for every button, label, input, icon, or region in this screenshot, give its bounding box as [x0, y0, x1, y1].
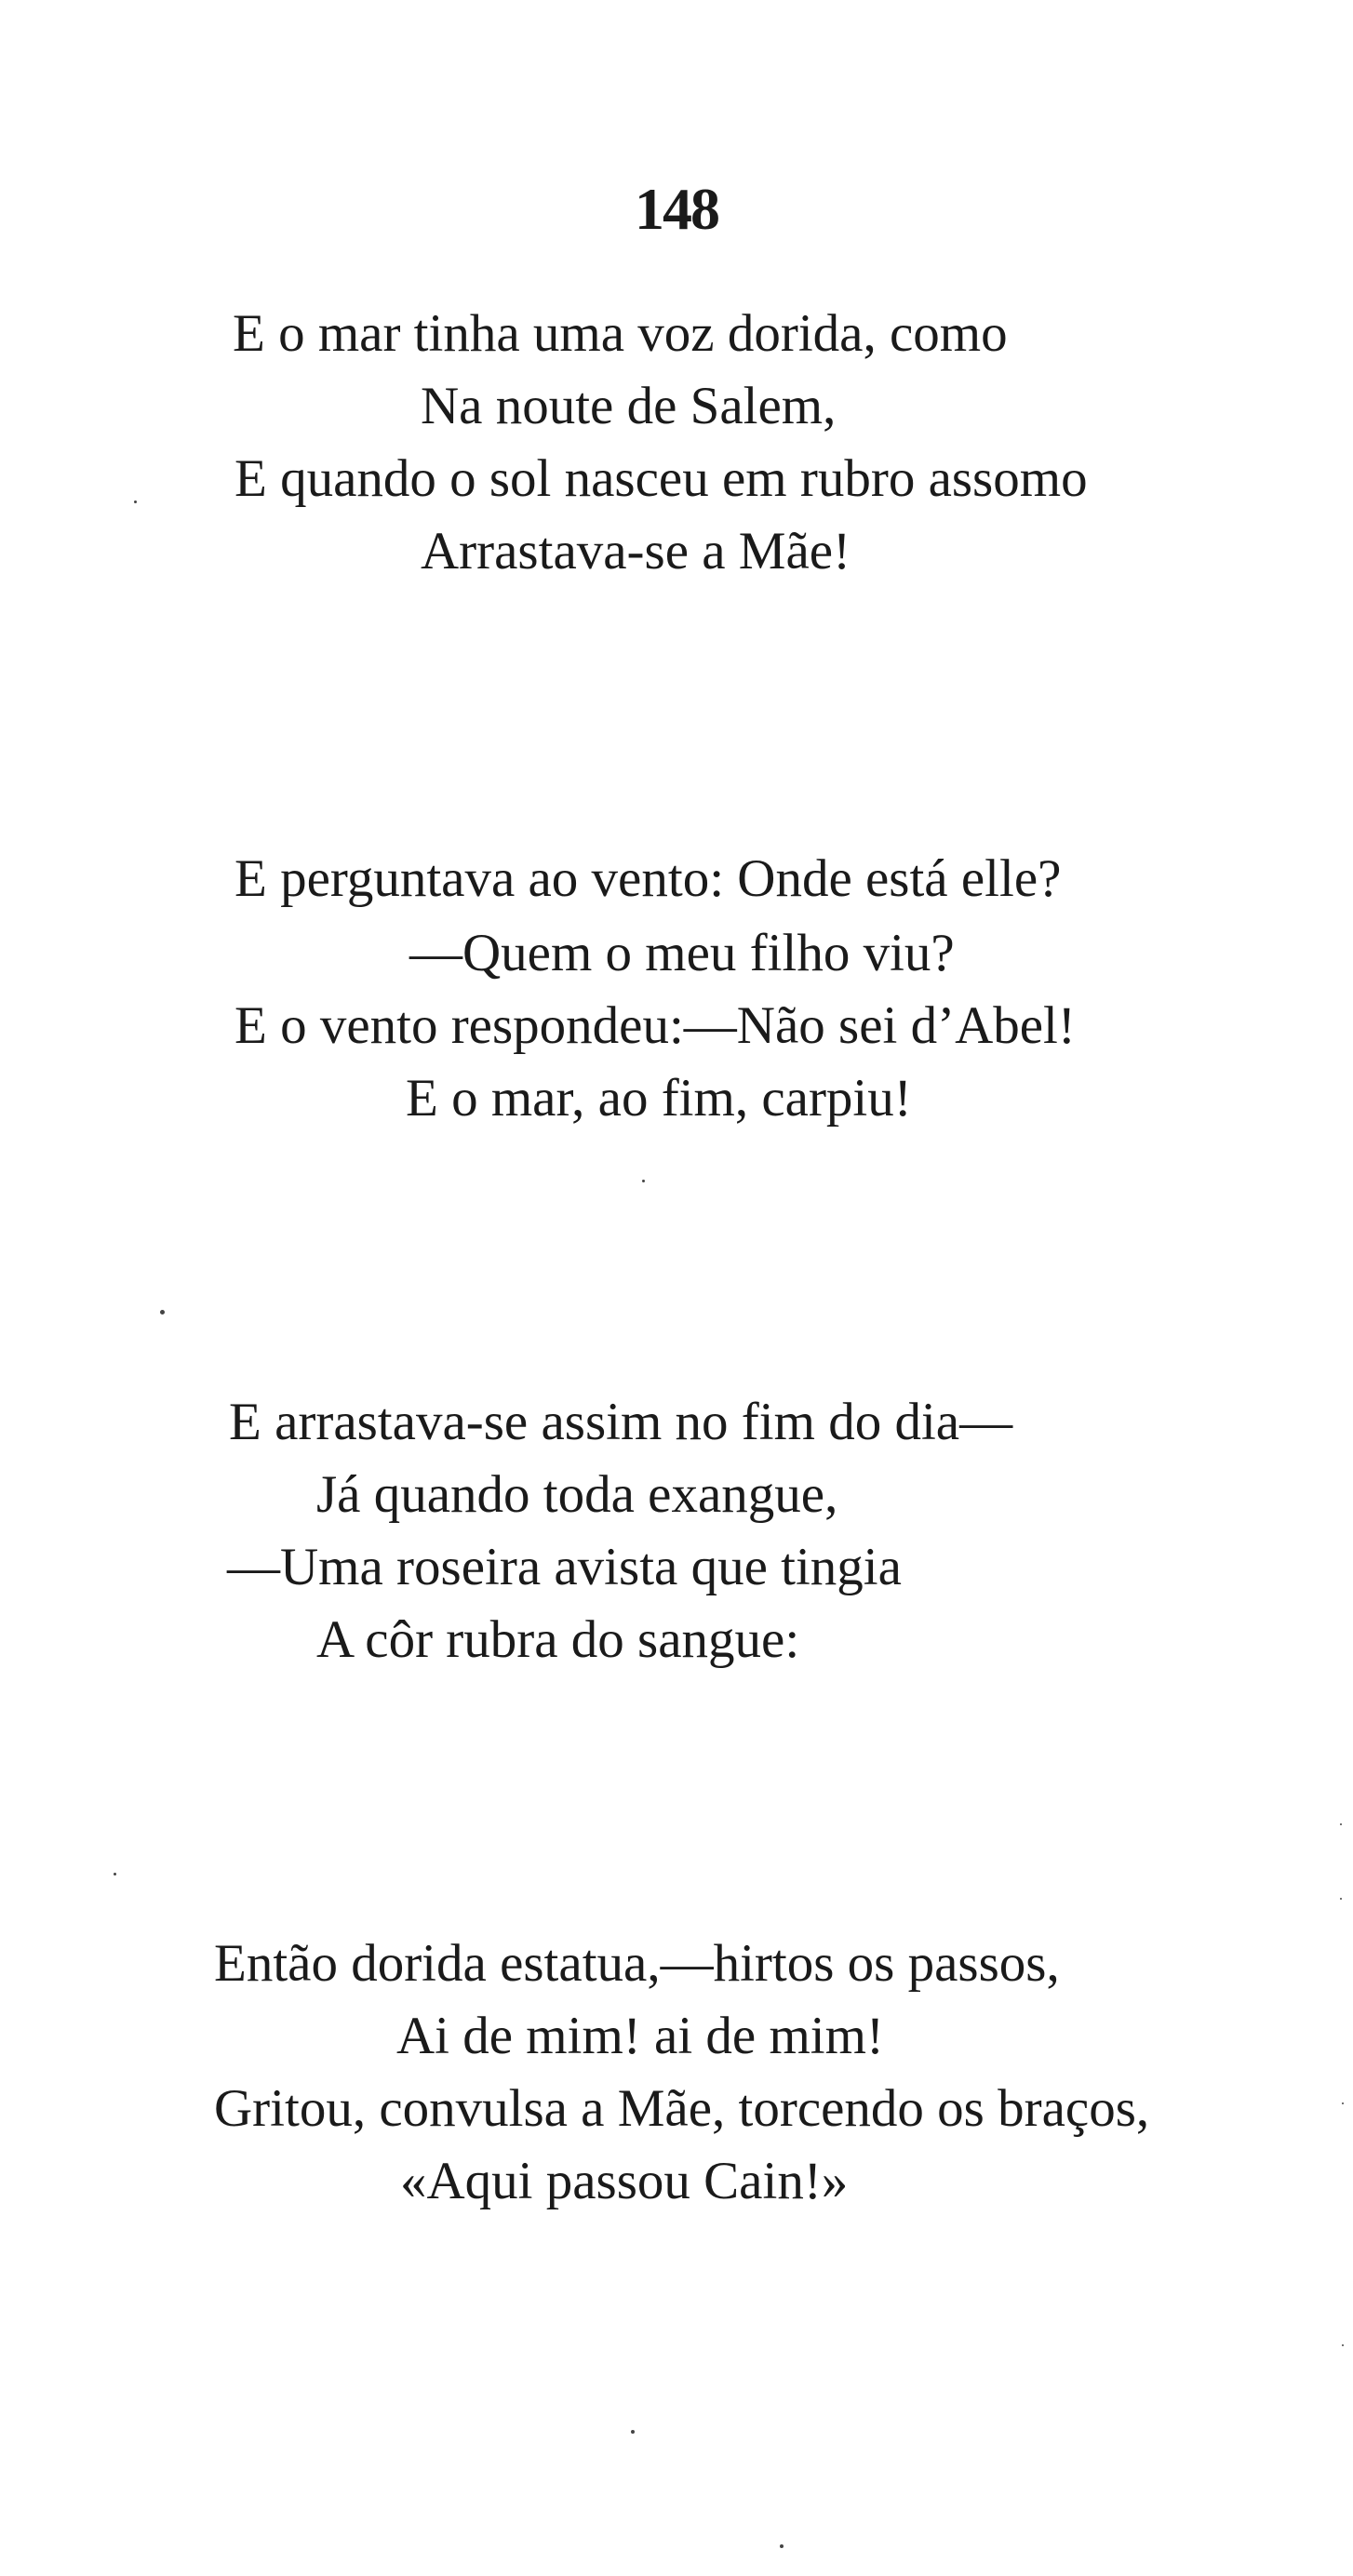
- scan-speck: [160, 1310, 165, 1315]
- verse-line: Na noute de Salem,: [421, 377, 837, 435]
- scan-speck: [1340, 1898, 1342, 1900]
- scan-speck: [642, 1180, 645, 1182]
- scan-speck: [1342, 2102, 1344, 2104]
- verse-line: E quando o sol nasceu em rubro assomo: [234, 449, 1088, 508]
- scan-speck: [631, 2430, 635, 2434]
- page-number: 148: [635, 176, 718, 242]
- scan-speck: [1342, 2344, 1344, 2346]
- verse-line: Ai de mim! ai de mim!: [396, 2007, 884, 2065]
- verse-line: E arrastava-se assim no fim do dia—: [229, 1393, 1013, 1451]
- verse-line: E o vento respondeu:—Não sei d’Abel!: [234, 996, 1076, 1055]
- verse-line: Já quando toda exangue,: [316, 1465, 838, 1524]
- scan-speck: [1340, 1823, 1342, 1825]
- verse-line: —Quem o meu filho viu?: [409, 924, 955, 982]
- scan-speck: [134, 501, 137, 503]
- verse-line: E o mar, ao fim, carpiu!: [406, 1069, 912, 1128]
- verse-line: Então dorida estatua,—hirtos os passos,: [214, 1934, 1060, 1993]
- verse-line: Arrastava-se a Mãe!: [421, 522, 851, 581]
- verse-line: —Uma roseira avista que tingia: [227, 1538, 902, 1596]
- verse-line: E o mar tinha uma voz dorida, como: [233, 304, 1008, 363]
- verse-line: A côr rubra do sangue:: [316, 1610, 800, 1669]
- verse-line: Gritou, convulsa a Mãe, torcendo os braços,: [214, 2079, 1150, 2138]
- scan-speck: [114, 1873, 116, 1875]
- scan-speck: [780, 2544, 784, 2548]
- verse-line: E perguntava ao vento: Onde está elle?: [234, 849, 1062, 908]
- verse-line: «Aqui passou Cain!»: [400, 2152, 849, 2210]
